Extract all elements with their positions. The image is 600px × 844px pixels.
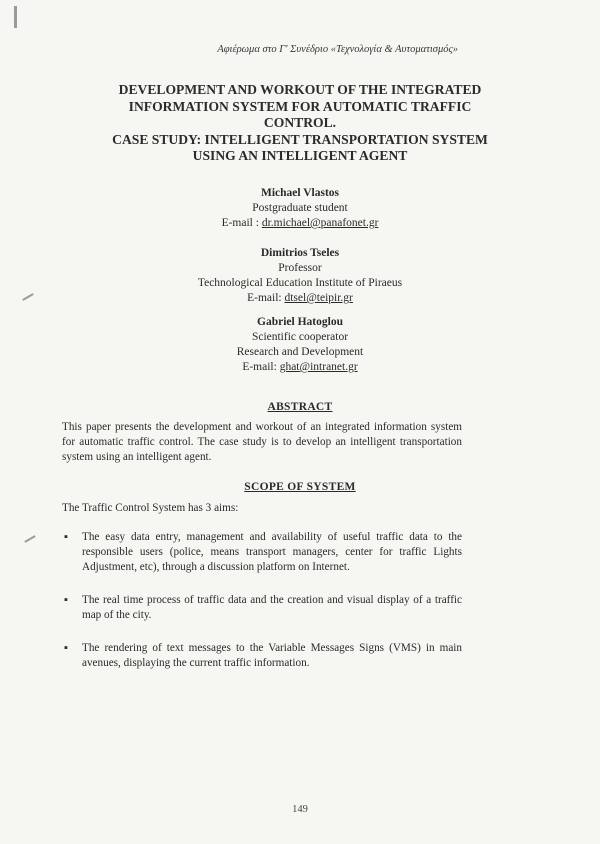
author-email-link[interactable]: ghat@intranet.gr bbox=[279, 361, 358, 373]
author-name: Gabriel Hatoglou bbox=[257, 316, 343, 328]
author-block bbox=[0, 246, 600, 306]
title-line: CONTROL. bbox=[263, 115, 337, 130]
author-affiliation: Research and Development bbox=[236, 346, 364, 358]
author-email-link[interactable]: dr.michael@panafonet.gr bbox=[261, 217, 379, 229]
bullet-icon: ▪ bbox=[64, 594, 68, 606]
aims-list bbox=[62, 530, 462, 689]
email-label: E-mail : bbox=[221, 217, 259, 229]
author-role: Postgraduate student bbox=[252, 202, 348, 214]
author-affiliation: Technological Education Institute of Piraeus bbox=[197, 277, 403, 289]
list-item-text: The easy data entry, management and availability of useful traffic data to the responsible users (police, means transport managers, center for traffic Lights Adjustment, etc), through a discussion platform on Internet. bbox=[82, 531, 462, 573]
author-block bbox=[0, 186, 600, 231]
author-email-line bbox=[0, 360, 600, 375]
list-item bbox=[62, 641, 462, 671]
scope-intro: The Traffic Control System has 3 aims: bbox=[62, 502, 239, 514]
author-role: Scientific cooperator bbox=[251, 331, 349, 343]
author-email-link[interactable]: dtsel@teipir.gr bbox=[284, 292, 353, 304]
list-item bbox=[62, 593, 462, 623]
author-role: Professor bbox=[278, 262, 322, 274]
running-header: Αφιέρωμα στο Γ' Συνέδριο «Τεχνολογία & Αυτοματισμός» bbox=[217, 44, 458, 55]
scan-artifact bbox=[24, 535, 35, 543]
title-line: INFORMATION SYSTEM FOR AUTOMATIC TRAFFIC bbox=[128, 98, 472, 114]
author-name: Michael Vlastos bbox=[260, 187, 340, 199]
scope-heading: SCOPE OF SYSTEM bbox=[244, 481, 356, 493]
title-line: DEVELOPMENT AND WORKOUT OF THE INTEGRATED bbox=[118, 82, 482, 97]
list-item-text: The real time process of traffic data and the creation and visual display of a traffic map of the city. bbox=[82, 594, 462, 621]
email-label: E-mail: bbox=[242, 361, 277, 373]
bullet-icon: ▪ bbox=[64, 531, 68, 543]
author-block bbox=[0, 315, 600, 375]
abstract-text: This paper presents the development and workout of an integrated information system for automatic traffic control. The case study is to develop an intelligent transportation system using an intelligent agent. bbox=[62, 421, 462, 463]
paper-title bbox=[60, 82, 540, 165]
list-item bbox=[62, 530, 462, 575]
abstract-heading: ABSTRACT bbox=[267, 401, 333, 413]
title-line: USING AN INTELLIGENT AGENT bbox=[192, 148, 408, 163]
page-number: 149 bbox=[292, 804, 308, 815]
list-item-text: The rendering of text messages to the Variable Messages Signs (VMS) in main avenues, displaying the current traffic information. bbox=[82, 642, 462, 669]
scan-artifact bbox=[14, 6, 17, 28]
author-email-line bbox=[0, 291, 600, 306]
bullet-icon: ▪ bbox=[64, 642, 68, 654]
author-email-line bbox=[0, 216, 600, 231]
title-line: CASE STUDY: INTELLIGENT TRANSPORTATION SYSTEM bbox=[112, 131, 488, 147]
author-name: Dimitrios Tseles bbox=[260, 247, 340, 259]
email-label: E-mail: bbox=[247, 292, 282, 304]
